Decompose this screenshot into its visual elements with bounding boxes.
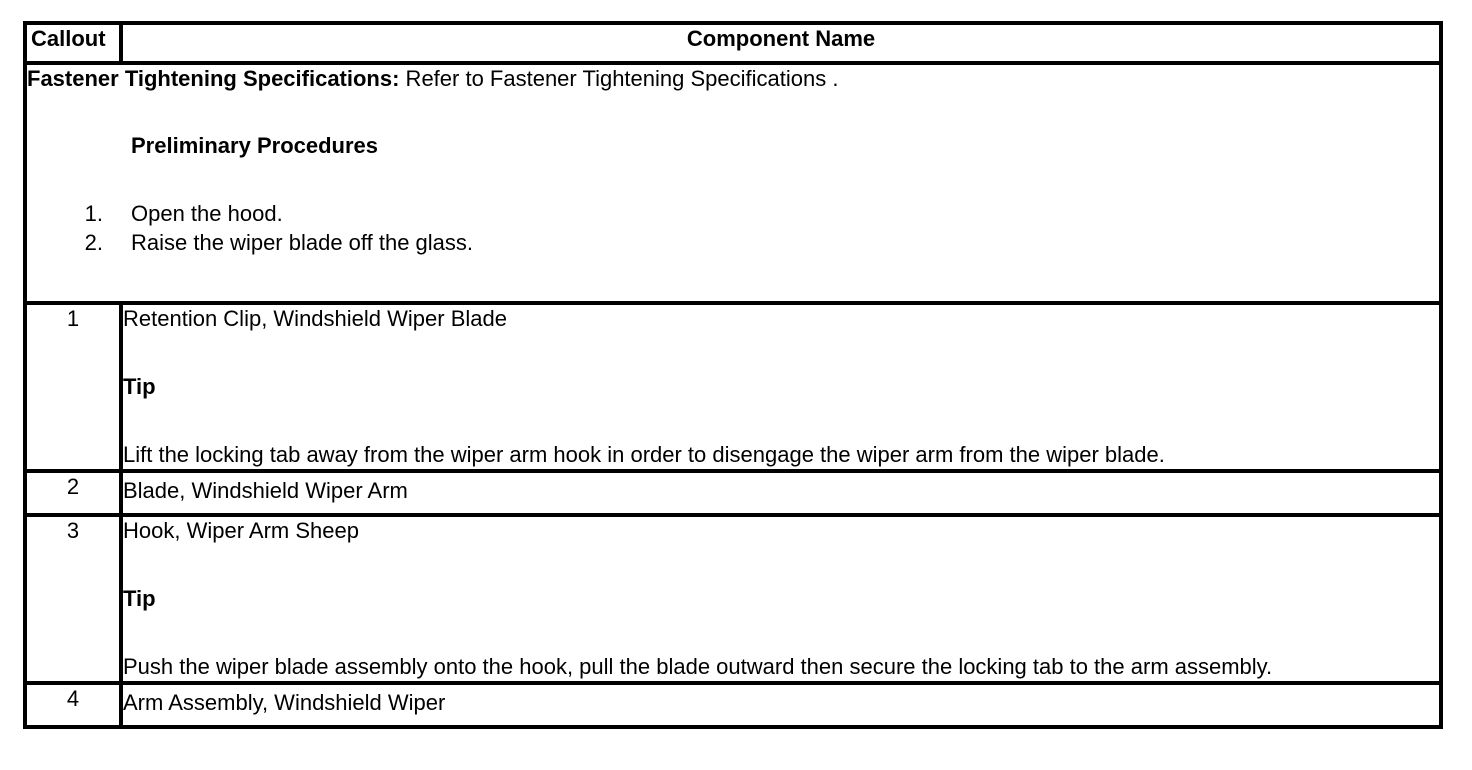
component-cell — [121, 683, 1441, 727]
component-name: Retention Clip, Windshield Wiper Blade — [123, 306, 507, 331]
preliminary-steps-list — [27, 200, 1439, 258]
tip-text: Lift the locking tab away from the wiper arm hook in order to disengage the wiper arm from the wiper blade. — [123, 442, 1165, 467]
callout-column-header: Callout — [25, 23, 121, 63]
tip-text: Push the wiper blade assembly onto the hook, pull the blade outward then secure the locking tab to the arm assembly. — [123, 654, 1273, 679]
table-header-row — [25, 23, 1441, 63]
callout-number: 3 — [25, 515, 121, 683]
fastener-spec-text: Refer to Fastener Tightening Specifications . — [399, 66, 839, 91]
fastener-spec-label: Fastener Tightening Specifications: — [27, 66, 400, 91]
component-table — [23, 21, 1443, 729]
step-number: 1. — [84, 201, 103, 226]
tip-label: Tip — [123, 586, 156, 611]
fastener-spec-line — [27, 65, 1439, 93]
step-text: Raise the wiper blade off the glass. — [131, 230, 474, 255]
intro-cell — [25, 63, 1441, 303]
callout-number: 4 — [25, 683, 121, 727]
component-name: Hook, Wiper Arm Sheep — [123, 518, 359, 543]
component-name: Blade, Windshield Wiper Arm — [123, 478, 408, 503]
preliminary-procedures-title: Preliminary Procedures — [131, 133, 379, 158]
component-cell — [121, 515, 1441, 683]
callout-number: 1 — [25, 303, 121, 471]
table-row — [25, 515, 1441, 683]
callout-number: 2 — [25, 471, 121, 515]
step-number: 2. — [84, 230, 103, 255]
component-table-container — [23, 21, 1443, 729]
intro-row — [25, 63, 1441, 303]
table-row — [25, 471, 1441, 515]
tip-label: Tip — [123, 374, 156, 399]
list-item — [27, 229, 1439, 258]
component-name: Arm Assembly, Windshield Wiper — [123, 690, 446, 715]
component-cell — [121, 303, 1441, 471]
component-cell — [121, 471, 1441, 515]
table-row — [25, 683, 1441, 727]
component-name-column-header: Component Name — [121, 23, 1441, 63]
list-item — [27, 200, 1439, 229]
table-row — [25, 303, 1441, 471]
step-text: Open the hood. — [131, 201, 283, 226]
